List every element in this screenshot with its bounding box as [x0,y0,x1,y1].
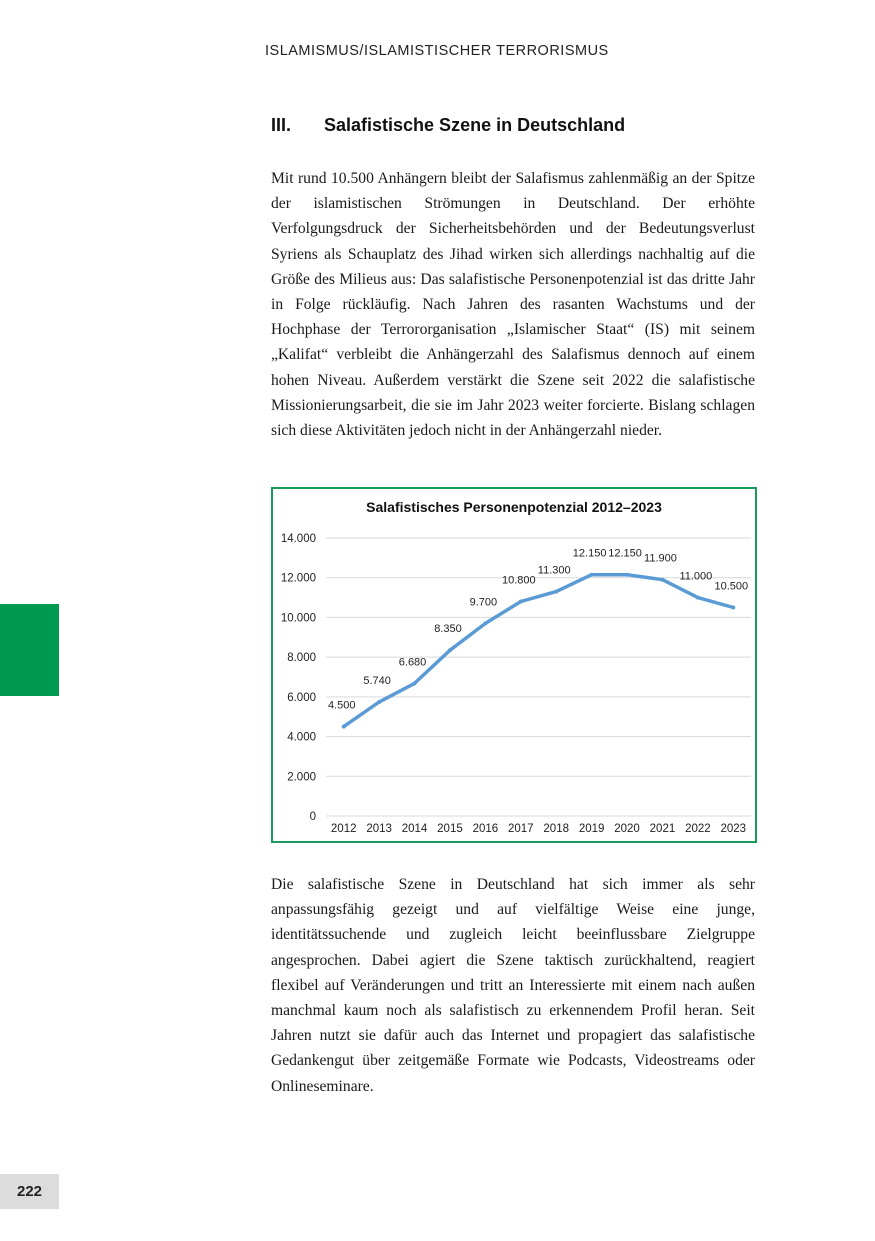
data-point [625,573,629,577]
chapter-color-tab [0,604,59,696]
data-label: 11.300 [537,564,571,577]
body-paragraph: Die salafistische Szene in Deutschland hat sich immer als sehr anpassungsfähig gezeigt und auf vielfältige Weise eine junge, identitätssuchende und zugleich leicht beeinflussbare Zielgruppe angesprochen. Dabei agiert die Szene taktisch zurückhaltend, reagiert flexibel auf Veränderungen und tritt an Interessierte mit einem nach außen manchmal kaum noch als salafistisch zu erkennendem Profil heran. Seit Jahren nutzt sie dafür auch das Internet und propagiert das salafistische Gedankengut über zeitgemäße Formate wie Podcasts, Videostreams oder Onlineseminare. [271,876,755,1095]
section-title: Salafistische Szene in Deutschland [324,115,626,135]
x-tick-label: 2023 [720,823,747,835]
x-tick-label: 2021 [649,823,676,835]
data-label: 5.740 [363,675,391,688]
x-tick-label: 2016 [472,823,499,835]
chart-title: Salafistisches Personenpotenzial 2012–2023 [366,499,662,515]
data-point [483,621,487,625]
data-point [413,681,417,685]
data-point [590,573,594,577]
y-tick-label: 12.000 [280,572,316,585]
data-label: 6.680 [398,656,427,669]
x-tick-label: 2017 [507,823,534,835]
data-point [519,600,523,604]
x-tick-label: 2018 [543,823,570,835]
data-point [554,590,558,594]
y-tick-label: 14.000 [280,533,316,545]
data-point [696,596,700,600]
section-number: III. [271,115,292,135]
x-tick-label: 2014 [401,823,428,835]
x-tick-label: 2022 [685,823,711,835]
data-label: 12.150 [572,547,607,560]
x-tick-label: 2015 [437,823,463,835]
data-point [448,648,452,652]
x-tick-label: 2013 [366,823,392,835]
data-label: 10.500 [714,580,749,593]
data-point [342,725,346,729]
x-tick-label: 2019 [578,823,605,835]
data-label: 4.500 [327,699,356,712]
y-tick-label: 8.000 [287,652,316,665]
x-tick-label: 2020 [614,823,640,835]
y-tick-label: 0 [309,811,316,823]
series-line [344,575,734,727]
page-number: 222 [0,1174,59,1209]
data-point [660,578,664,582]
section-heading [271,115,625,136]
data-point [731,606,735,610]
data-label: 10.800 [501,574,536,587]
y-tick-label: 6.000 [287,691,316,704]
line-chart [271,487,757,843]
y-tick-label: 4.000 [287,731,316,744]
body-paragraph: Mit rund 10.500 Anhängern bleibt der Salafismus zahlenmäßig an der Spitze der islamistischen Strömungen in Deutschland. Der erhöhte Verfolgungsdruck der Sicherheitsbehörden und der Bedeutungsverlust Syriens als Schauplatz des Jihad wirken sich allerdings nachhaltig auf die Größe des Milieus aus: Das salafistische Personenpotenzial ist das dritte Jahr in Folge rückläufig. Nach Jahren des rasanten Wachstums und der Hochphase der Terrororganisation „Islamischer Staat“ (IS) mit seinem „Kalifat“ verbleibt die Anhängerzahl des Salafismus dennoch auf einem hohen Niveau. Außerdem verstärkt die Szene seit 2022 die salafistische Missionierungsarbeit, die sie im Jahr 2023 weiter forcierte. Bislang schlagen sich diese Aktivitäten jedoch nicht in der Anhängerzahl nieder. [271,170,755,440]
y-tick-label: 10.000 [280,612,316,625]
data-label: 9.700 [469,596,498,609]
data-label: 11.000 [679,570,713,583]
x-tick-label: 2012 [330,823,357,835]
y-tick-label: 2.000 [287,771,316,784]
data-point [377,700,381,704]
data-label: 12.150 [608,547,642,560]
data-label: 11.900 [644,552,677,565]
chart-canvas [273,489,755,841]
data-label: 8.350 [434,623,462,636]
running-header: ISLAMISMUS/ISLAMISTISCHER TERRORISMUS [265,43,609,59]
